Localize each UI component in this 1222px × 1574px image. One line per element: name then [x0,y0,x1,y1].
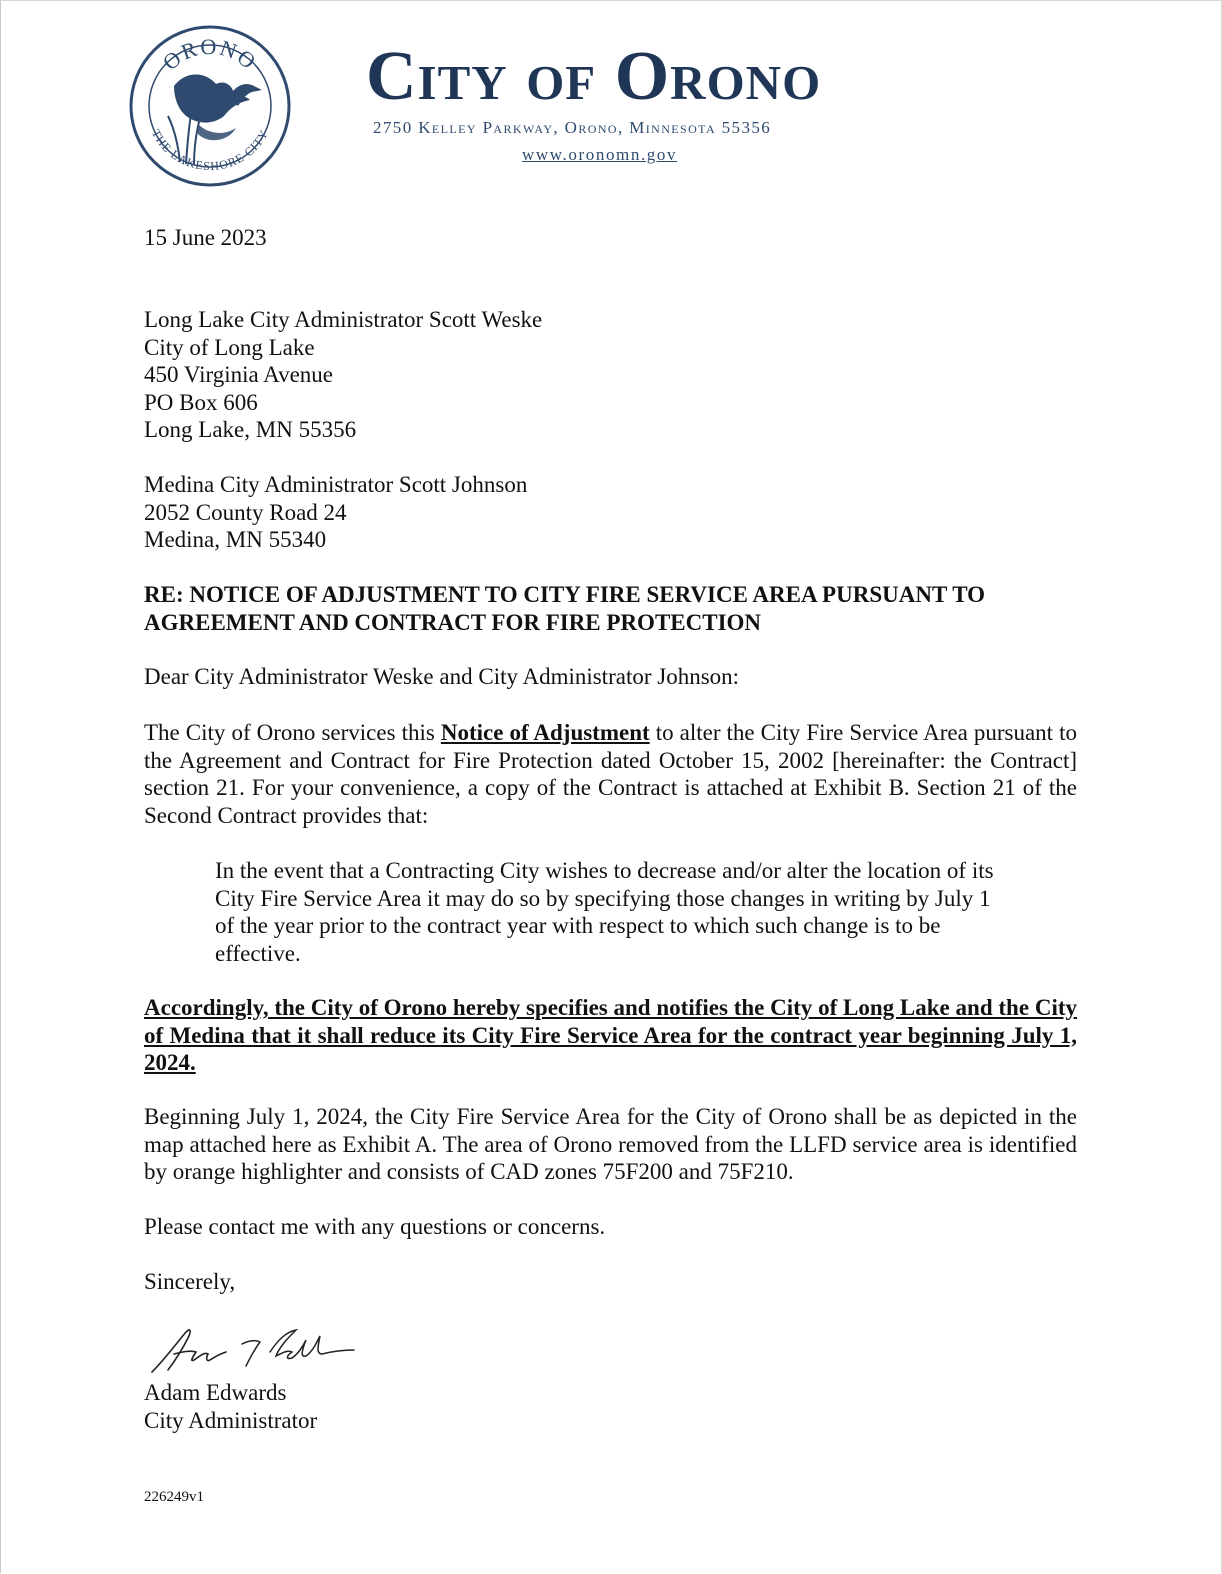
notice-statement: Accordingly, the City of Orono hereby specifies and notifies the City of Long Lake and the City of Medina that it shall reduce its City Fire Service Area for the contract year beginning July 1, 2024. [144,995,1077,1075]
address-line: Long Lake, MN 55356 [144,417,357,442]
signer-name: Adam Edwards [144,1380,287,1405]
recipient-address-long-lake [144,306,542,444]
address-line: 450 Virginia Avenue [144,362,333,387]
intro-text-before: The City of Orono services this [144,720,441,745]
document-number: 226249v1 [144,1489,204,1505]
salutation: Dear City Administrator Weske and City Administrator Johnson: [144,664,740,689]
subject-line [144,581,1078,636]
address-line: Long Lake City Administrator Scott Weske [144,307,543,332]
letterhead-address: 2750 Kelley Parkway, Orono, Minnesota 55356 [373,118,772,137]
contact-line: Please contact me with any questions or concerns. [144,1214,606,1239]
address-line: Medina, MN 55340 [144,527,327,552]
svg-text:THE LAKESHORE CITY: THE LAKESHORE CITY [148,127,272,174]
subject-line-1: RE: NOTICE OF ADJUSTMENT TO CITY FIRE SERVICE AREA PURSUANT TO [144,582,986,607]
intro-text-after: to alter the City Fire Service Area pursuant to the Agreement and Contract for Fire Protection dated October 15, 2002 [hereinafter: the Contract] section 21. For your convenience, a copy of the Contract is attached at Exhibit B. Section 21 of the Second Contract provides that: [144,720,1078,828]
svg-text:ORONO: ORONO [157,33,263,75]
service-area-paragraph: Beginning July 1, 2024, the City Fire Service Area for the City of Orono shall be as depicted in the map attached here as Exhibit A. The area of Orono removed from the LLFD service area is identified by orange highlighter and consists of CAD zones 75F200 and 75F210. [144,1104,1077,1184]
notice-of-adjustment-emphasis: Notice of Adjustment [440,720,650,745]
letterhead-website-link[interactable]: www.oronomn.gov [522,145,678,164]
letterhead-title: City of Orono [366,38,822,115]
letter-date: 15 June 2023 [144,225,267,250]
address-line: 2052 County Road 24 [144,499,347,525]
recipient-address-medina [144,471,527,554]
contract-quote: In the event that a Contracting City wishes to decrease and/or alter the location of its City Fire Service Area it may do so by specifying those changes in writing by July 1 of the year prior to the contract year with respect to which such change is to be effective. [215,858,994,966]
subject-line-2: AGREEMENT AND CONTRACT FOR FIRE PROTECTION [144,609,762,635]
address-line: City of Long Lake [144,334,315,360]
intro-paragraph [144,719,1077,829]
city-seal-logo [128,24,292,188]
handwritten-signature [146,1322,360,1378]
address-line: Medina City Administrator Scott Johnson [144,472,528,497]
closing: Sincerely, [144,1269,236,1294]
address-line: PO Box 606 [144,389,258,415]
signer-block [144,1379,317,1434]
signer-title: City Administrator [144,1407,318,1433]
